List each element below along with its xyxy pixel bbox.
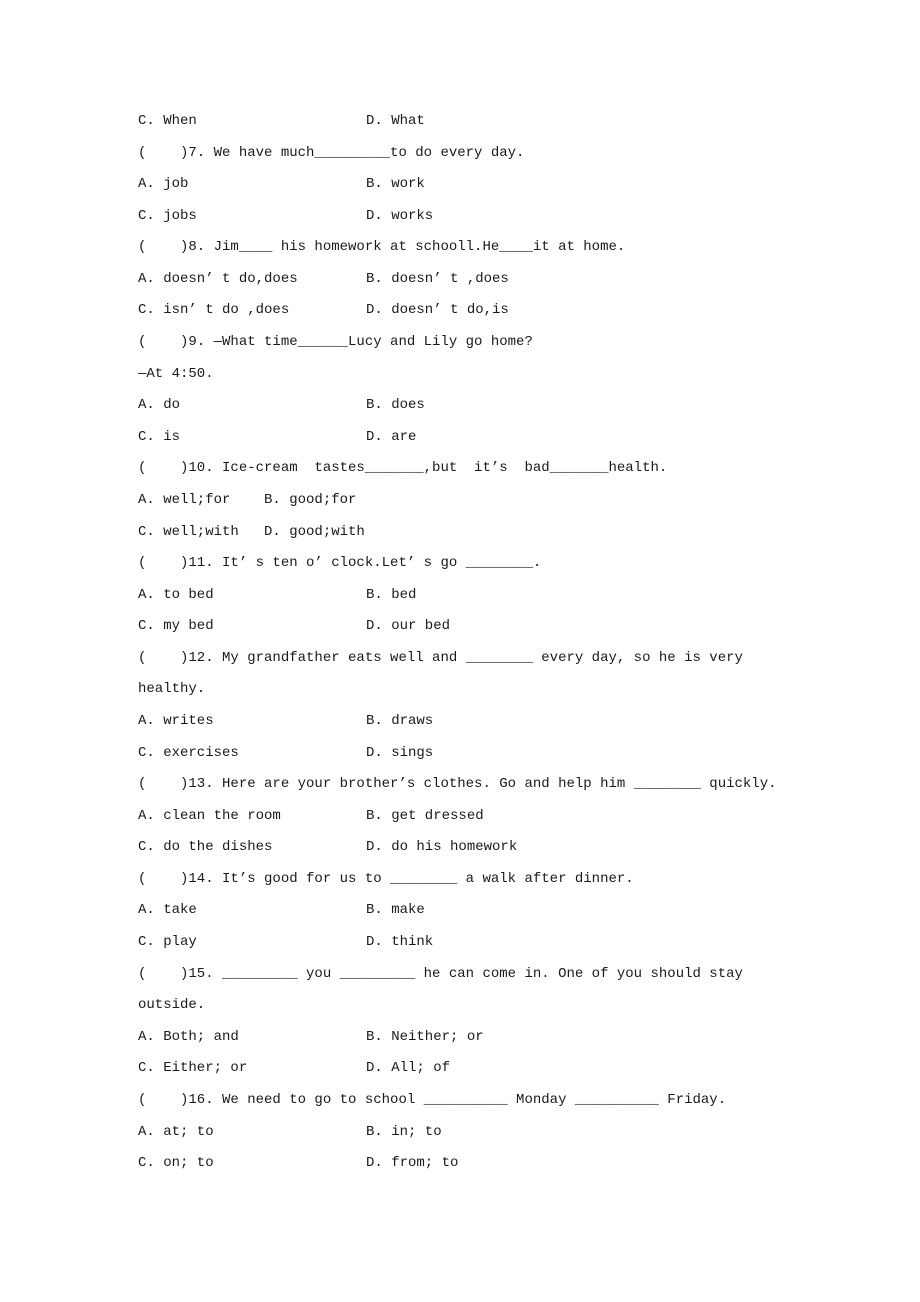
option-left: A. at; to <box>138 1123 214 1140</box>
option-left: C. Either; or <box>138 1060 248 1077</box>
question-stem: ( )7. We have much_________to do every day. <box>138 144 525 161</box>
text-line: C. well;with D. good;with <box>138 523 365 540</box>
option-right: B. bed <box>366 586 417 603</box>
option-right: D. are <box>366 428 417 445</box>
option-right: B. make <box>366 902 425 919</box>
option-left: C. my bed <box>138 618 214 635</box>
option-left: A. job <box>138 176 189 193</box>
option-right: B. work <box>366 176 425 193</box>
option-row <box>138 611 778 643</box>
option-right: B. get dressed <box>366 807 484 824</box>
option-row <box>138 201 778 233</box>
question-stem: ( )9. —What time______Lucy and Lily go home? <box>138 334 533 351</box>
question-stem: ( )16. We need to go to school __________ Monday __________ Friday. <box>138 1091 727 1108</box>
option-right: D. do his homework <box>366 839 518 856</box>
document-page <box>138 106 778 1180</box>
option-row <box>138 1148 778 1180</box>
option-left: A. to bed <box>138 586 214 603</box>
option-row <box>138 895 778 927</box>
option-left: C. jobs <box>138 207 197 224</box>
question-stem: ( )14. It’s good for us to ________ a walk after dinner. <box>138 870 634 887</box>
option-right: D. sings <box>366 744 434 761</box>
option-row <box>138 169 778 201</box>
option-row <box>138 738 778 770</box>
option-left: C. isn’ t do ,does <box>138 302 290 319</box>
text-line: A. well;for B. good;for <box>138 491 357 508</box>
option-right: D. from; to <box>366 1155 459 1172</box>
option-left: A. take <box>138 902 197 919</box>
option-left: C. When <box>138 113 197 129</box>
option-left: C. do the dishes <box>138 839 273 856</box>
option-row <box>138 706 778 738</box>
option-right: B. draws <box>366 712 434 729</box>
option-left: A. Both; and <box>138 1028 239 1045</box>
option-left: C. is <box>138 428 181 445</box>
text-line: healthy. <box>138 681 206 698</box>
option-row <box>138 832 778 864</box>
option-row <box>138 422 778 454</box>
option-right: D. works <box>366 207 434 224</box>
option-right: B. doesn’ t ,does <box>366 270 509 287</box>
option-row <box>138 264 778 296</box>
option-left: A. doesn’ t do,does <box>138 270 298 287</box>
option-row <box>138 390 778 422</box>
option-right: D. What <box>366 113 425 129</box>
text-line: —At 4:50. <box>138 365 214 382</box>
option-right: B. Neither; or <box>366 1028 484 1045</box>
option-right: D. All; of <box>366 1060 451 1077</box>
question-stem: ( )8. Jim____ his homework at schooll.He____it at home. <box>138 239 626 256</box>
option-row <box>138 1117 778 1149</box>
question-stem: ( )15. _________ you _________ he can come in. One of you should stay <box>138 965 743 982</box>
option-row <box>138 106 778 138</box>
text-line: outside. <box>138 997 206 1014</box>
question-stem: ( )11. It’ s ten o’ clock.Let’ s go ________. <box>138 555 542 572</box>
question-stem: ( )12. My grandfather eats well and ________ every day, so he is very <box>138 649 743 666</box>
option-row <box>138 1022 778 1054</box>
option-right: B. does <box>366 397 425 414</box>
option-row <box>138 580 778 612</box>
option-row <box>138 1053 778 1085</box>
option-row <box>138 801 778 833</box>
option-left: C. play <box>138 934 197 951</box>
option-left: A. do <box>138 397 181 414</box>
option-row <box>138 927 778 959</box>
option-left: C. on; to <box>138 1155 214 1172</box>
option-left: A. clean the room <box>138 807 281 824</box>
option-right: B. in; to <box>366 1123 442 1140</box>
question-stem: ( )13. Here are your brother’s clothes. Go and help him ________ quickly. <box>138 776 777 793</box>
option-right: D. our bed <box>366 618 451 635</box>
option-right: D. doesn’ t do,is <box>366 302 509 319</box>
option-left: A. writes <box>138 712 214 729</box>
question-stem: ( )10. Ice-cream tastes_______,but it’s bad_______health. <box>138 460 668 477</box>
option-right: D. think <box>366 934 434 951</box>
option-left: C. exercises <box>138 744 239 761</box>
option-row <box>138 295 778 327</box>
